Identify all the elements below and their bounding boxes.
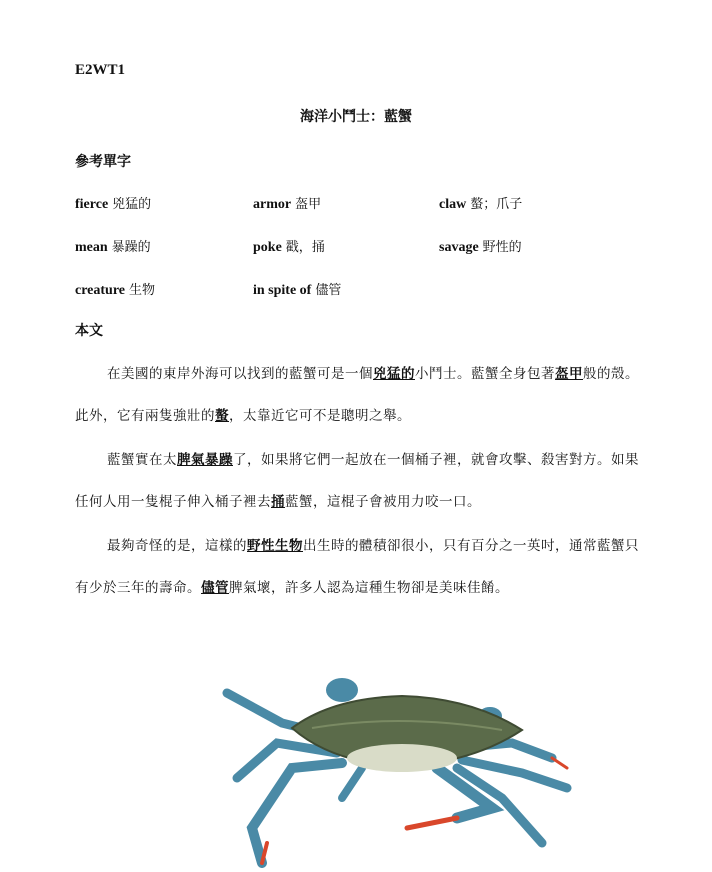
vocab-entry: [253, 236, 325, 256]
vocab-chinese: 暴躁的: [111, 240, 151, 255]
paragraph-segment: 小鬥士。藍蟹全身包著: [415, 366, 555, 382]
paragraph-segment: ，太靠近它可不是聰明之舉。: [229, 408, 411, 424]
vocab-english: mean: [75, 240, 108, 255]
vocab-chinese: 盔甲: [295, 197, 322, 212]
document-code: E2WT1: [75, 62, 126, 78]
paragraph-text: [75, 353, 640, 437]
vocab-entry: [253, 193, 321, 213]
vocab-entry: [439, 193, 522, 213]
paragraph: [75, 353, 640, 437]
vocab-english: poke: [253, 240, 282, 255]
vocab-chinese: 螯；爪子: [470, 197, 523, 212]
vocab-english: creature: [75, 283, 126, 298]
paragraph-segment: 最夠奇怪的是，這樣的: [107, 538, 247, 554]
highlighted-term: 野性生物: [247, 538, 303, 554]
paragraph-text: [75, 525, 640, 609]
highlighted-term: 捅: [271, 494, 285, 510]
highlighted-term: 脾氣暴躁: [177, 452, 233, 468]
vocab-english: claw: [439, 197, 467, 212]
vocab-chinese: 野性的: [482, 240, 522, 255]
vocabulary-heading: 參考單字: [75, 154, 131, 170]
highlighted-term: 儘管: [201, 580, 229, 596]
paragraph-segment: 脾氣壞，許多人認為這種生物卻是美味佳餚。: [229, 580, 509, 596]
body-heading: 本文: [75, 323, 103, 339]
vocab-chinese: 兇猛的: [112, 197, 152, 212]
highlighted-term: 盔甲: [555, 366, 583, 382]
vocab-entry: [75, 193, 151, 213]
document-title: 海洋小鬥士：藍蟹: [300, 109, 412, 125]
vocab-entry: [75, 279, 155, 299]
highlighted-term: 兇猛的: [373, 366, 415, 382]
paragraph-segment: 般的殼。此外，它有兩隻強壯的: [75, 366, 639, 424]
vocab-entry: [75, 236, 151, 256]
blue-crab-image: [222, 668, 577, 868]
vocab-english: armor: [253, 197, 292, 212]
paragraph: [75, 439, 640, 523]
highlighted-term: 螯: [215, 408, 229, 424]
paragraph-text: [75, 439, 640, 523]
vocab-english: in spite of: [253, 283, 312, 298]
paragraph-segment: 藍蟹實在太: [107, 452, 177, 468]
vocab-chinese: 生物: [129, 283, 156, 298]
vocab-english: savage: [439, 240, 479, 255]
paragraph-segment: 藍蟹，這棍子會被用力咬一口。: [285, 494, 481, 510]
vocab-english: fierce: [75, 197, 109, 212]
paragraph-segment: 出生時的體積卻很小，只有百分之一英吋，通常藍蟹只有少於三年的壽命。: [75, 538, 639, 596]
vocab-chinese: 儘管: [315, 283, 342, 298]
vocab-entry: [253, 279, 341, 299]
paragraph-segment: 了，如果將它們一起放在一個桶子裡，就會攻擊、殺害對方。如果任何人用一隻棍子伸入桶子裡去: [75, 452, 639, 510]
vocab-entry: [439, 236, 522, 256]
paragraph: [75, 525, 640, 609]
vocab-chinese: 戳，捅: [285, 240, 325, 255]
paragraph-segment: 在美國的東岸外海可以找到的藍蟹可是一個: [107, 366, 373, 382]
